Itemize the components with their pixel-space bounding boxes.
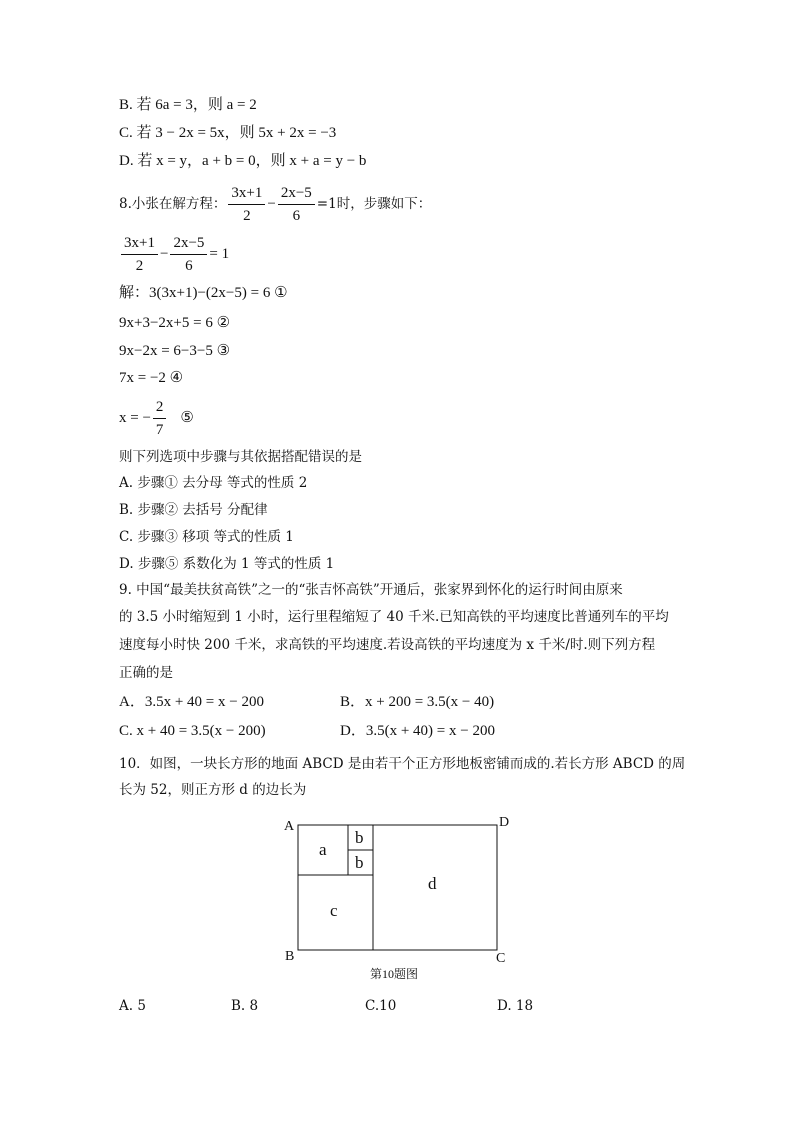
q8-equation	[119, 232, 229, 276]
q8-fraction-2	[278, 184, 315, 225]
label-D: D	[499, 815, 510, 830]
q8-step-5-fraction	[153, 398, 167, 439]
label-C: C	[496, 951, 506, 966]
q8-fraction-1-denominator: 2	[243, 207, 251, 224]
label-B: B	[285, 949, 295, 964]
q10-option-d: D. 18	[497, 998, 534, 1014]
q10-option-c: C.10	[365, 998, 397, 1014]
q8-step-3: 9x−2x = 6−3−5 ③	[119, 343, 231, 359]
q8-fraction-1-numerator: 3x+1	[228, 184, 265, 205]
q8-step-5-denominator: 7	[155, 421, 164, 438]
q8-step-5	[119, 396, 194, 440]
q8-eq-fraction-1	[121, 234, 158, 275]
q10-stem-line-2: 长为 52，则正方形 d 的边长为	[119, 782, 307, 798]
q8-eq-fraction-2	[170, 234, 207, 275]
q8-eq-fraction-1-numerator: 3x+1	[121, 234, 158, 255]
q8-question: 则下列选项中步骤与其依据搭配错误的是	[119, 449, 362, 465]
q8-fraction-2-numerator: 2x−5	[278, 184, 315, 205]
q8-option-c: C. 步骤③ 移项 等式的性质 1	[119, 529, 294, 545]
q9-stem-line-3: 速度每小时快 200 千米，求高铁的平均速度.若设高铁的平均速度为 x 千米/时.则下列方程	[119, 637, 656, 653]
q8-eq-fraction-1-denominator: 2	[135, 257, 144, 274]
q8-stem-suffix: =1时，步骤如下：	[316, 196, 432, 212]
q10-option-a: A. 5	[119, 998, 146, 1014]
label-A: A	[284, 819, 295, 834]
q8-stem	[119, 182, 431, 226]
q9-option-c: C. x + 40 = 3.5(x − 200)	[119, 723, 266, 739]
q8-eq-fraction-2-denominator: 6	[185, 257, 193, 274]
q9-stem-line-2: 的 3.5 小时缩短到 1 小时，运行里程缩短了 40 千米.已知高铁的平均速度比普通列车的平均	[119, 609, 669, 625]
q8-eq-fraction-2-numerator: 2x−5	[170, 234, 207, 255]
q8-step-5-mark: ⑤	[180, 410, 194, 426]
q10-stem-line-1: 10．如图，一块长方形的地面 ABCD 是由若干个正方形地板密铺而成的.若长方形 ABCD 的周	[119, 756, 686, 772]
q8-step-5-numerator: 2	[153, 398, 167, 419]
q10-option-b: B. 8	[231, 998, 259, 1014]
square-c-label: c	[330, 901, 338, 920]
q9-option-b: B．x + 200 = 3.5(x − 40)	[340, 694, 495, 710]
q8-fraction-2-denominator: 6	[292, 207, 301, 224]
figure-caption: 第10题图	[370, 967, 419, 981]
q9-option-a: A．3.5x + 40 = x − 200	[119, 694, 264, 710]
q7-option-b: B. 若 6a = 3，则 a = 2	[119, 97, 257, 113]
q8-step-5-prefix: x = −	[119, 410, 151, 426]
q8-step-1: 解：3(3x+1)−(2x−5) = 6 ①	[119, 285, 288, 301]
q8-eq-rhs: = 1	[209, 246, 230, 262]
q8-fraction-1	[228, 184, 265, 225]
q8-minus-sign: −	[267, 196, 276, 212]
square-a-label: a	[319, 840, 327, 859]
q8-option-a: A. 步骤① 去分母 等式的性质 2	[119, 475, 308, 491]
q9-option-d: D．3.5(x + 40) = x − 200	[340, 723, 495, 739]
square-d-label: d	[428, 874, 437, 893]
q8-step-4: 7x = −2 ④	[119, 370, 184, 386]
q10-figure	[270, 810, 520, 990]
q8-stem-prefix: 8.小张在解方程：	[119, 196, 227, 212]
q8-eq-minus-sign: −	[159, 246, 169, 262]
square-b-bottom-label: b	[355, 853, 364, 872]
q7-option-d: D. 若 x = y，a + b = 0，则 x + a = y − b	[119, 153, 367, 169]
q8-step-2: 9x+3−2x+5 = 6 ②	[119, 315, 231, 331]
q8-option-d: D. 步骤⑤ 系数化为 1 等式的性质 1	[119, 556, 335, 572]
rectangle-abcd	[298, 825, 497, 950]
square-b-top-label: b	[355, 828, 364, 847]
q7-option-c: C. 若 3 − 2x = 5x，则 5x + 2x = −3	[119, 125, 337, 141]
q9-stem-line-4: 正确的是	[119, 665, 173, 681]
q8-option-b: B. 步骤② 去括号 分配律	[119, 502, 268, 518]
q9-stem-line-1: 9. 中国“最美扶贫高铁”之一的“张吉怀高铁”开通后，张家界到怀化的运行时间由原来	[119, 582, 623, 598]
